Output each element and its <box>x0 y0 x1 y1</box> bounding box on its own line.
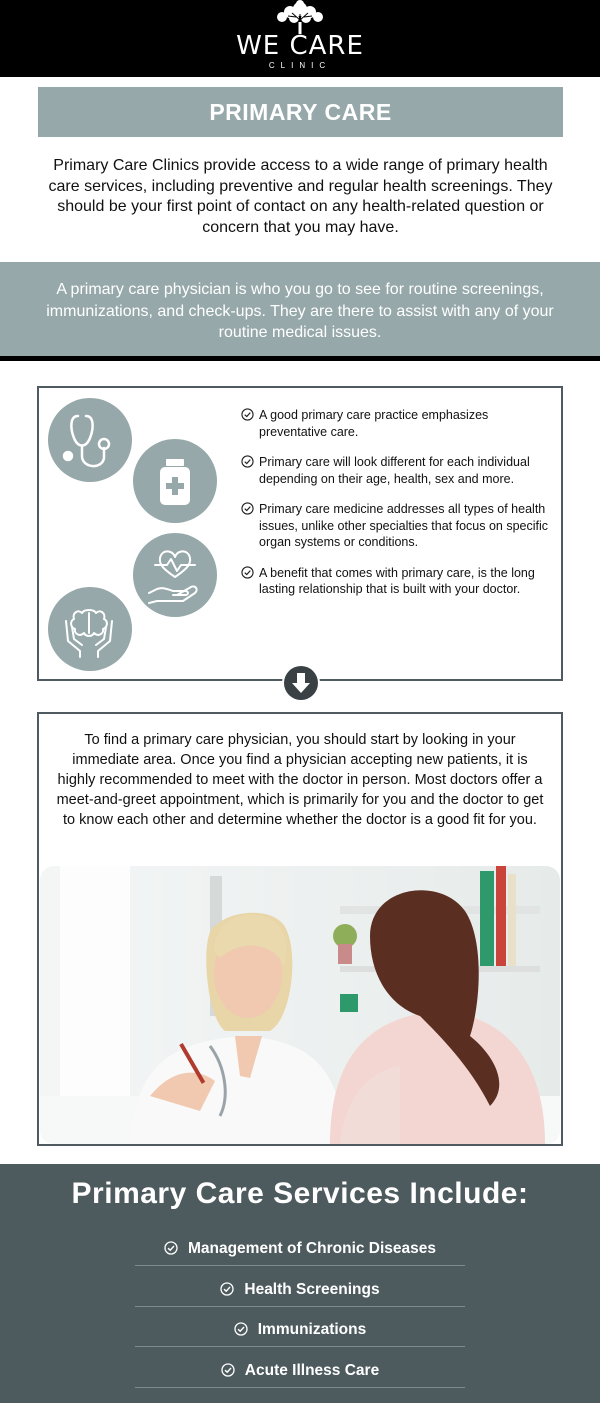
list-item <box>241 565 557 598</box>
services-title: Primary Care Services Include: <box>71 1177 529 1210</box>
service-item <box>130 1315 470 1355</box>
find-physician-paragraph: To find a primary care physician, you should start by looking in your immediate area. Once you find a physician accepting new patients, it is highly recommended to meet with the doctor in person. Most doctors offer a meet-and-greet appointment, which is primarily for you and the doctor to get to know each other and determine whether the doctor is a good fit for you. <box>56 732 544 828</box>
check-circle-icon <box>241 455 254 468</box>
stethoscope-icon <box>48 398 132 482</box>
service-item <box>130 1234 470 1274</box>
brand-name: WE CARE <box>236 31 364 61</box>
arrow-down-icon <box>282 664 320 702</box>
check-circle-icon <box>220 1282 234 1296</box>
service-label: Management of Chronic Diseases <box>187 1240 437 1257</box>
service-label: Immunizations <box>257 1321 367 1338</box>
benefit-text: A benefit that comes with primary care, is the long lasting relationship that is built with your doctor. <box>259 565 535 596</box>
divider <box>135 1265 465 1266</box>
check-circle-icon <box>164 1241 178 1255</box>
brand-subtitle: CLINIC <box>268 61 332 70</box>
service-label: Health Screenings <box>244 1281 380 1298</box>
check-circle-icon <box>221 1363 235 1377</box>
divider <box>135 1387 465 1388</box>
brain-hands-icon <box>48 587 132 671</box>
list-item <box>241 501 557 551</box>
divider <box>135 1306 465 1307</box>
check-circle-icon <box>241 502 254 515</box>
medicine-bottle-icon <box>133 439 217 523</box>
benefits-list <box>241 407 557 612</box>
divider <box>135 1346 465 1347</box>
heart-hand-icon <box>133 533 217 617</box>
page-title: PRIMARY CARE <box>38 87 563 137</box>
header <box>0 0 600 77</box>
benefit-text: Primary care will look different for each individual depending on their age, health, sex and more. <box>259 455 530 486</box>
service-item <box>130 1356 470 1396</box>
band-divider <box>0 356 600 361</box>
check-circle-icon <box>234 1322 248 1336</box>
check-circle-icon <box>241 566 254 579</box>
band-paragraph: A primary care physician is who you go to see for routine screenings, immunizations, and check-ups. They are there to assist with any of your routine medical issues. <box>46 281 554 341</box>
intro-paragraph: Primary Care Clinics provide access to a wide range of primary health care services, including preventive and regular health screenings. They should be your first point of contact on any health-related question or concern that you may have. <box>48 157 553 236</box>
service-item <box>130 1275 470 1315</box>
list-item <box>241 454 557 487</box>
doctor-consultation-photo <box>40 866 560 1144</box>
service-label: Acute Illness Care <box>244 1362 380 1379</box>
check-circle-icon <box>241 408 254 421</box>
list-item <box>241 407 557 440</box>
benefit-text: Primary care medicine addresses all types of health issues, unlike other specialties that focus on specific organ systems or conditions. <box>259 502 549 549</box>
benefit-text: A good primary care practice emphasizes preventative care. <box>259 408 489 439</box>
